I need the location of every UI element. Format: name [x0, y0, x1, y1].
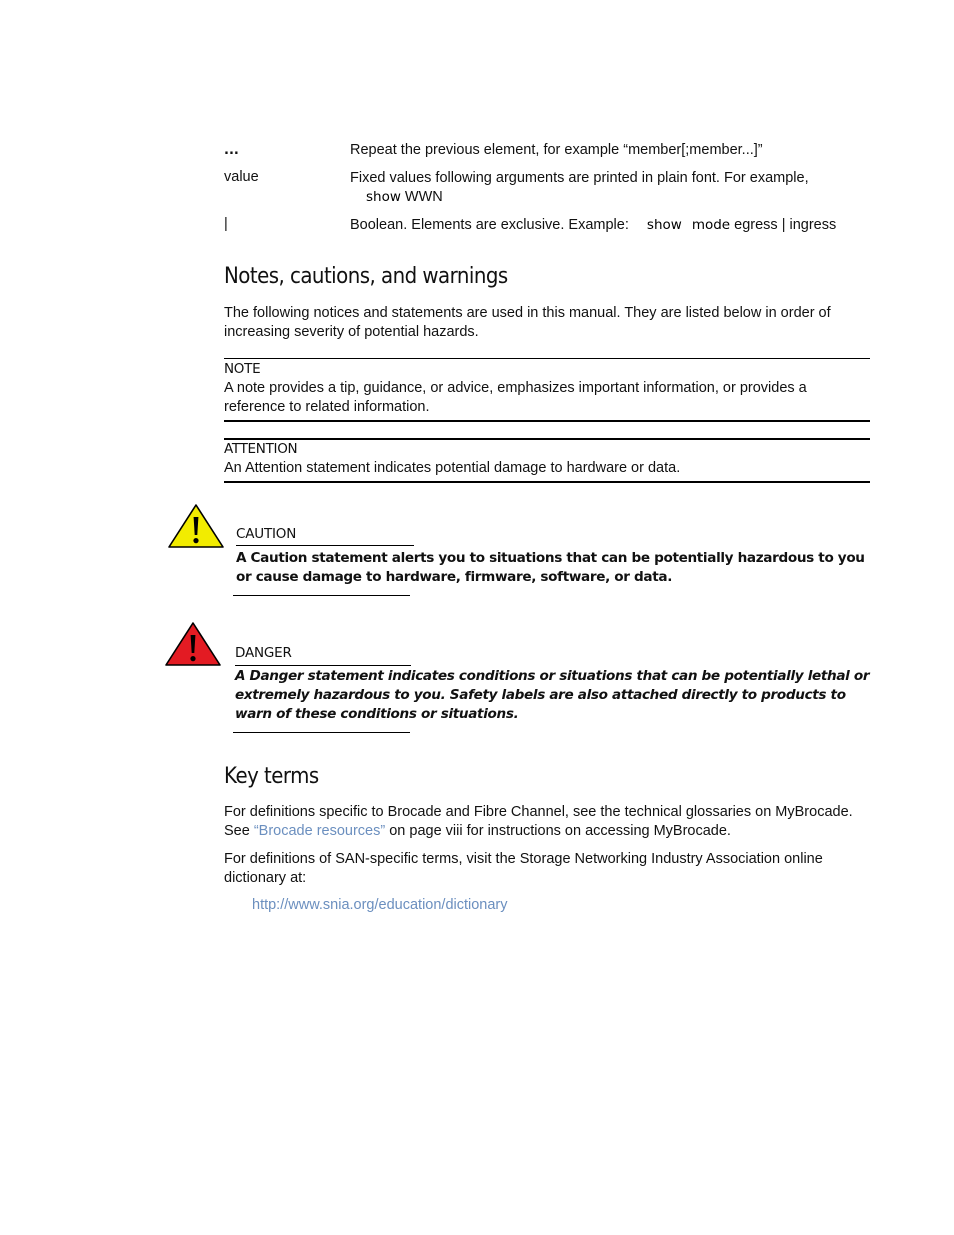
example-command-mode: mode	[691, 217, 731, 233]
example-command-show: show	[366, 189, 401, 205]
convention-desc-value-text: Fixed values following arguments are printed in plain font. For example,	[350, 170, 809, 186]
key-terms-paragraph-2: For definitions of SAN-specific terms, visit the Storage Networking Industry Association online dictionary at:	[224, 851, 823, 886]
section-heading-notes: Notes, cautions, and warnings	[224, 264, 508, 289]
key-terms-paragraph-1	[224, 803, 870, 841]
brocade-resources-link[interactable]: “Brocade resources”	[253, 823, 386, 839]
notes-intro-paragraph: The following notices and statements are used in this manual. They are listed below in order of increasing severity of potential hazards.	[224, 305, 831, 340]
danger-text: A Danger statement indicates conditions or situations that can be potentially lethal or extremely hazardous to you. Safety labels are also attached directly to products to warn of these conditions or situations.	[235, 668, 870, 722]
convention-desc-pipe	[350, 216, 870, 235]
convention-desc-ellipsis: Repeat the previous element, for example “member[;member...]”	[350, 142, 763, 158]
attention-top-rule	[224, 438, 870, 440]
example-argument-2: egress | ingress	[734, 217, 837, 233]
caution-label: CAUTION	[236, 526, 297, 542]
key-terms-para1-rest: on page viii for instructions on accessing MyBrocade.	[385, 823, 731, 839]
danger-triangle-icon	[164, 621, 222, 667]
convention-desc-pipe-text: Boolean. Elements are exclusive. Example:	[350, 217, 629, 233]
caution-triangle-icon	[167, 503, 225, 549]
caution-label-rule	[236, 545, 414, 546]
convention-term-ellipsis: ...	[224, 143, 239, 158]
key-terms-para1-line1: For definitions specific to Brocade and Fibre Channel, see the technical glossaries on MyBrocade.	[224, 804, 853, 820]
note-bottom-rule	[224, 420, 870, 422]
danger-bottom-rule	[233, 732, 410, 733]
danger-label-rule	[235, 665, 411, 666]
convention-desc-value	[350, 169, 870, 207]
attention-text: An Attention statement indicates potential damage to hardware or data.	[224, 460, 681, 476]
note-top-rule	[224, 358, 870, 359]
section-heading-key-terms: Key terms	[224, 764, 319, 789]
convention-term-value: value	[224, 169, 259, 185]
danger-label: DANGER	[235, 645, 292, 661]
attention-bottom-rule	[224, 481, 870, 483]
snia-dictionary-link[interactable]: http://www.snia.org/education/dictionary	[252, 897, 508, 913]
caution-bottom-rule	[233, 595, 410, 596]
example-command-show-2: show	[646, 217, 682, 233]
convention-term-pipe: |	[224, 216, 228, 232]
key-terms-para1-see: See	[224, 823, 254, 839]
note-text: A note provides a tip, guidance, or advice, emphasizes important information, or provides a reference to related information.	[224, 380, 807, 415]
caution-text: A Caution statement alerts you to situations that can be potentially hazardous to you or cause damage to hardware, firmware, software, or data.	[236, 550, 865, 585]
attention-label: ATTENTION	[224, 441, 298, 457]
example-argument: WWN	[404, 189, 443, 205]
note-label: NOTE	[224, 361, 261, 377]
